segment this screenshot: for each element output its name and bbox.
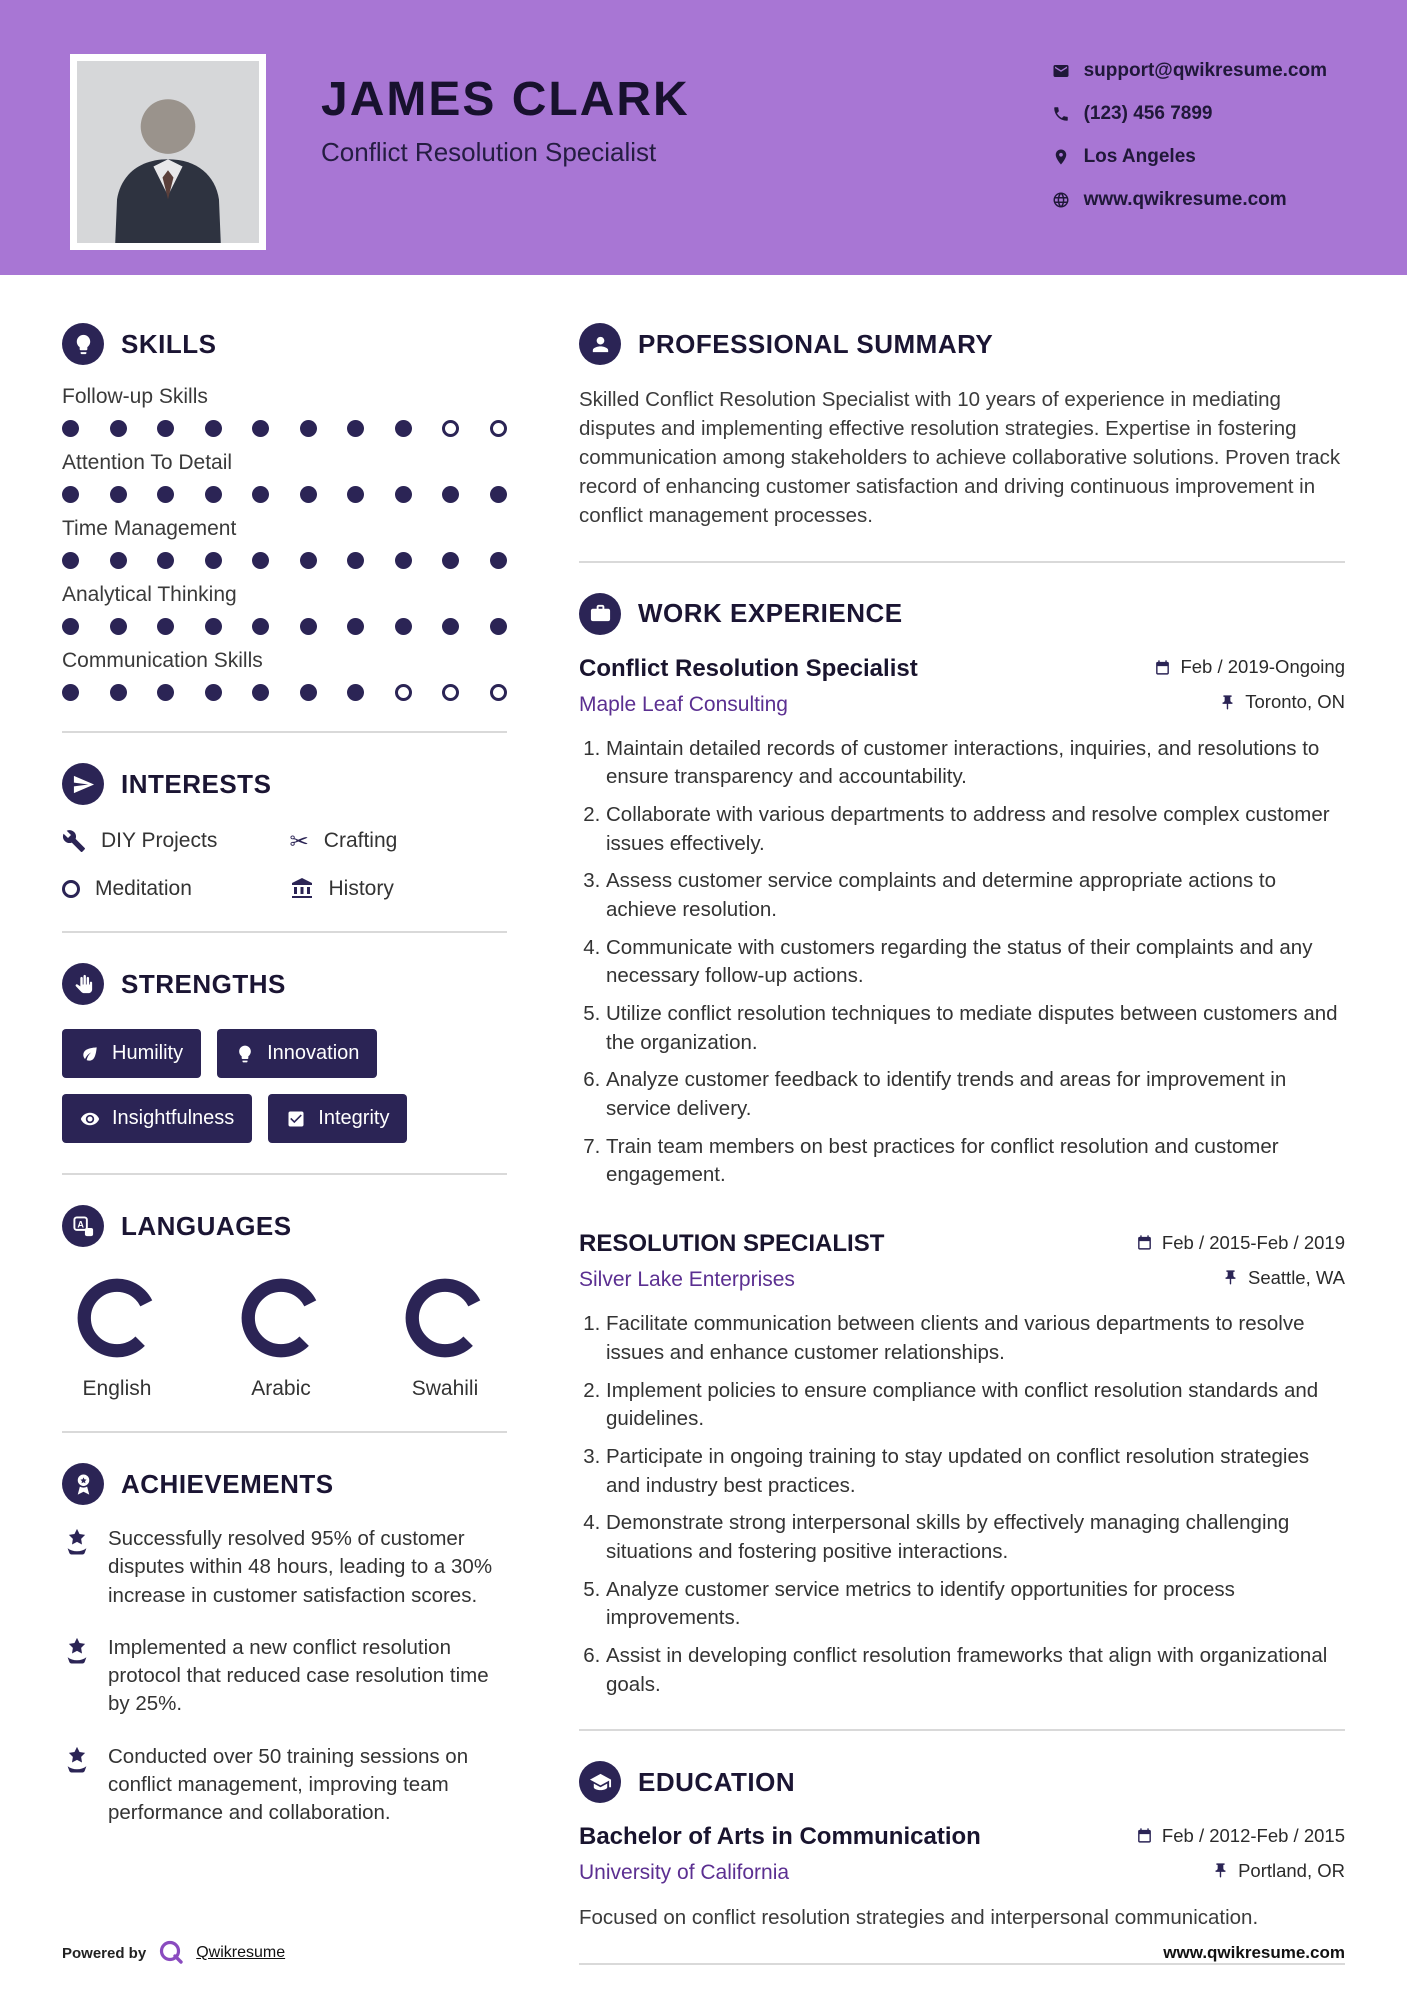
rating-dot-empty: [490, 420, 507, 437]
job-location-text: Toronto, ON: [1245, 691, 1345, 713]
summary-section: [579, 323, 1345, 531]
rating-dot-filled: [157, 486, 174, 503]
skill-item: [62, 649, 507, 701]
interest-label: Meditation: [95, 877, 192, 900]
contact-location: [1052, 146, 1327, 168]
languages-section: [62, 1205, 507, 1401]
pushpin-icon: [1212, 1862, 1229, 1879]
education-entry: [579, 1823, 1345, 1932]
rating-dot-filled: [252, 552, 269, 569]
achievements-heading: ACHIEVEMENTS: [121, 1468, 334, 1499]
interests-grid: [62, 829, 507, 901]
achievement-text: Conducted over 50 training sessions on conflict management, improving team performance and collaboration.: [108, 1744, 469, 1825]
qwikresume-link[interactable]: Qwikresume: [196, 1944, 286, 1961]
rating-dot-filled: [205, 486, 222, 503]
language-item: [226, 1275, 336, 1401]
rating-dot-filled: [347, 420, 364, 437]
powered-by-label: Powered by: [62, 1944, 147, 1962]
rating-dot-filled: [62, 552, 79, 569]
job-bullet: 4. Communicate with customers regarding the status of their complaints and any necessary follow-up actions.: [606, 934, 1345, 991]
contact-email: [1052, 60, 1327, 82]
interest-item: [62, 877, 280, 901]
language-label: Swahili: [411, 1377, 479, 1400]
star-hand-icon: [62, 1745, 92, 1775]
wrench-icon: [62, 829, 86, 853]
achievement-text: Successfully resolved 95% of customer disputes within 48 hours, leading to a 30% increase in customer satisfaction scores.: [108, 1527, 493, 1607]
job-bullet: 4. Demonstrate strong interpersonal skills by effectively managing challenging situations and fostering positive interactions.: [606, 1509, 1345, 1566]
main-divider: [579, 1729, 1345, 1731]
job-location: [1222, 1267, 1345, 1289]
strength-label: Integrity: [318, 1107, 390, 1129]
job-bullet: 1. Facilitate communication between clients and various departments to resolve issues and enhance customer relationships.: [606, 1310, 1345, 1367]
phone-icon: [1052, 105, 1070, 123]
medal-icon: [62, 1463, 104, 1505]
rating-dot-filled: [110, 486, 127, 503]
rating-dot-filled: [252, 420, 269, 437]
rating-dot-filled: [205, 684, 222, 701]
job-bullet-list: [579, 735, 1345, 1191]
language-item: [390, 1275, 500, 1401]
pushpin-icon: [1219, 694, 1236, 711]
rating-dot-filled: [157, 618, 174, 635]
interest-item: [290, 877, 508, 901]
header-band: [0, 0, 1407, 275]
achievement-item: [62, 1525, 507, 1610]
job-bullet: 6. Assist in developing conflict resolution frameworks that align with organizational goals.: [606, 1642, 1345, 1699]
job-bullet: 2. Implement policies to ensure compliance with conflict resolution standards and guidelines.: [606, 1377, 1345, 1434]
job-company: Maple Leaf Consulting: [579, 692, 788, 716]
rating-dot-filled: [110, 420, 127, 437]
job-bullet: 3. Participate in ongoing training to stay updated on conflict resolution strategies and industry best practices.: [606, 1443, 1345, 1500]
calendar-icon: [1154, 659, 1171, 676]
skill-rating: [62, 618, 507, 635]
skills-section: [62, 323, 507, 701]
strengths-heading: STRENGTHS: [121, 968, 286, 999]
school-name: University of California: [579, 1861, 790, 1885]
strength-pill: [62, 1029, 201, 1078]
sidebar-divider: [62, 931, 507, 933]
rating-dot-filled: [490, 486, 507, 503]
rating-dot-filled: [395, 486, 412, 503]
profile-photo-image: [77, 61, 259, 243]
contact-location-text: Los Angeles: [1083, 146, 1196, 167]
job-bullet: 5. Utilize conflict resolution techniques to mediate disputes between customers and the organization.: [606, 1000, 1345, 1057]
main-column: [579, 323, 1345, 1995]
education-dates: [1136, 1825, 1345, 1847]
footer-brand: [62, 1938, 285, 1968]
rating-dot-filled: [490, 618, 507, 635]
strengths-pills: [62, 1029, 507, 1143]
interests-section: [62, 763, 507, 901]
languages-list: [62, 1275, 507, 1401]
job-bullet: 5. Analyze customer service metrics to identify opportunities for process improvements.: [606, 1576, 1345, 1633]
job-entry: [579, 1230, 1345, 1699]
rating-dot-filled: [110, 684, 127, 701]
education-heading: EDUCATION: [638, 1766, 796, 1797]
skill-rating: [62, 684, 507, 701]
rating-dot-filled: [62, 618, 79, 635]
person-silhouette-icon: [77, 61, 259, 243]
contact-phone: [1052, 103, 1327, 125]
rating-dot-filled: [157, 684, 174, 701]
experience-section: [579, 593, 1345, 1700]
rating-dot-filled: [395, 618, 412, 635]
language-donut: [74, 1275, 160, 1361]
calendar-icon: [1136, 1234, 1153, 1251]
skill-item: [62, 583, 507, 635]
contact-email-text: support@qwikresume.com: [1083, 60, 1327, 81]
hand-icon: [62, 963, 104, 1005]
rating-dot-filled: [300, 486, 317, 503]
eye-icon: [80, 1109, 100, 1129]
summary-heading: PROFESSIONAL SUMMARY: [638, 328, 994, 359]
rating-dot-filled: [252, 618, 269, 635]
achievement-item: [62, 1634, 507, 1719]
contact-website: [1052, 189, 1327, 211]
language-donut: [238, 1275, 324, 1361]
skill-name: Time Management: [62, 517, 237, 540]
job-dates-text: Feb / 2019-Ongoing: [1180, 656, 1345, 678]
language-label: English: [82, 1377, 152, 1400]
interest-label: Crafting: [323, 829, 398, 852]
rating-dot-empty: [395, 684, 412, 701]
rating-dot-filled: [110, 618, 127, 635]
education-dates-text: Feb / 2012-Feb / 2015: [1161, 1824, 1345, 1846]
main-divider: [579, 561, 1345, 563]
rating-dot-filled: [110, 552, 127, 569]
strengths-section: [62, 963, 507, 1143]
checkbox-icon: [286, 1109, 306, 1129]
rating-dot-filled: [157, 552, 174, 569]
rating-dot-filled: [347, 486, 364, 503]
skill-rating: [62, 420, 507, 437]
job-bullet: 1. Maintain detailed records of customer interactions, inquiries, and resolutions to ensure transparency and accountability.: [606, 735, 1345, 792]
pushpin-icon: [1222, 1269, 1239, 1286]
rating-dot-filled: [300, 684, 317, 701]
rating-dot-filled: [347, 552, 364, 569]
rating-dot-filled: [490, 552, 507, 569]
achievement-item: [62, 1743, 507, 1828]
skill-name: Communication Skills: [62, 649, 263, 672]
skill-name: Attention To Detail: [62, 451, 233, 474]
rating-dot-filled: [395, 420, 412, 437]
svg-text:A: A: [76, 1218, 84, 1229]
location-icon: [1052, 148, 1070, 166]
job-bullet: 7. Train team members on best practices for conflict resolution and customer engagement.: [606, 1133, 1345, 1190]
job-location: [1219, 691, 1345, 713]
sidebar: [62, 323, 507, 1995]
graduation-icon: [579, 1761, 621, 1803]
rating-dot-filled: [205, 420, 222, 437]
rating-dot-empty: [442, 420, 459, 437]
rating-dot-filled: [157, 420, 174, 437]
skills-heading: SKILLS: [121, 328, 217, 359]
languages-heading: LANGUAGES: [121, 1210, 292, 1241]
achievement-text: Implemented a new conflict resolution protocol that reduced case resolution time by 25%.: [108, 1635, 489, 1716]
profile-photo: [70, 54, 266, 250]
rating-dot-filled: [300, 552, 317, 569]
candidate-name: JAMES CLARK: [321, 73, 690, 126]
rating-dot-filled: [442, 618, 459, 635]
content-columns: [0, 275, 1407, 1995]
email-icon: [1052, 62, 1070, 80]
rating-dot-filled: [300, 618, 317, 635]
strength-label: Insightfulness: [112, 1107, 235, 1129]
sidebar-divider: [62, 1173, 507, 1175]
job-bullet: 2. Collaborate with various departments to address and resolve complex customer issues effectively.: [606, 801, 1345, 858]
interest-item: [290, 829, 508, 853]
rating-dot-empty: [442, 684, 459, 701]
contact-website-text: www.qwikresume.com: [1083, 189, 1287, 210]
bulb-icon: [235, 1044, 255, 1064]
qwikresume-logo-icon: [156, 1938, 186, 1968]
job-dates-text: Feb / 2015-Feb / 2019: [1161, 1231, 1345, 1253]
strength-pill: [217, 1029, 377, 1078]
rating-dot-empty: [490, 684, 507, 701]
skill-rating: [62, 486, 507, 503]
job-title: Conflict Resolution Specialist: [579, 654, 918, 682]
leaf-icon: [80, 1044, 100, 1064]
rating-dot-filled: [395, 552, 412, 569]
translate-icon: [62, 1205, 104, 1247]
job-bullet-list: [579, 1310, 1345, 1699]
interests-heading: INTERESTS: [121, 768, 272, 799]
name-block: [321, 54, 690, 168]
interest-label: History: [328, 877, 394, 900]
skill-item: [62, 385, 507, 437]
experience-heading: WORK EXPERIENCE: [638, 598, 903, 629]
sidebar-divider: [62, 731, 507, 733]
job-company: Silver Lake Enterprises: [579, 1268, 795, 1292]
rating-dot-filled: [62, 420, 79, 437]
museum-icon: [290, 877, 314, 901]
degree-title: Bachelor of Arts in Communication: [579, 1823, 981, 1851]
rating-dot-filled: [300, 420, 317, 437]
scissors-icon: ✂: [289, 827, 309, 854]
calendar-icon: [1136, 1827, 1153, 1844]
circle-icon: [62, 880, 80, 898]
globe-icon: [1052, 191, 1070, 209]
rating-dot-filled: [347, 684, 364, 701]
summary-text: Skilled Conflict Resolution Specialist with 10 years of experience in mediating disputes and implementing effective resolution strategies. Expertise in fostering communication among stakeholders to achieve collaborative solutions. Proven track record of enhancing customer satisfaction and driving continuous improvement in conflict management processes.: [579, 388, 1341, 528]
language-item: [62, 1275, 172, 1401]
job-entry: [579, 655, 1345, 1191]
education-location: [1212, 1860, 1345, 1882]
paper-plane-icon: [62, 763, 104, 805]
contact-list: [1052, 54, 1327, 232]
job-dates: [1154, 656, 1345, 678]
strength-label: Humility: [112, 1042, 184, 1064]
footer: [62, 1938, 1345, 1968]
language-donut: [402, 1275, 488, 1361]
job-location-text: Seattle, WA: [1248, 1266, 1345, 1288]
skill-name: Follow-up Skills: [62, 385, 208, 408]
skill-item: [62, 451, 507, 503]
rating-dot-filled: [347, 618, 364, 635]
achievements-section: [62, 1463, 507, 1828]
star-hand-icon: [62, 1636, 92, 1666]
rating-dot-filled: [205, 552, 222, 569]
job-bullet: 6. Analyze customer feedback to identify trends and areas for improvement in service delivery.: [606, 1066, 1345, 1123]
job-title: RESOLUTION SPECIALIST: [579, 1230, 885, 1258]
contact-phone-text: (123) 456 7899: [1083, 103, 1213, 124]
rating-dot-filled: [442, 486, 459, 503]
rating-dot-filled: [62, 486, 79, 503]
strength-label: Innovation: [267, 1042, 360, 1064]
interest-label: DIY Projects: [101, 829, 218, 852]
rating-dot-filled: [62, 684, 79, 701]
education-section: [579, 1761, 1345, 1932]
skill-item: [62, 517, 507, 569]
interest-item: [62, 829, 280, 853]
job-bullet: 3. Assess customer service complaints and determine appropriate actions to achieve resolution.: [606, 867, 1345, 924]
strength-pill: [268, 1094, 407, 1143]
candidate-title: Conflict Resolution Specialist: [321, 136, 657, 167]
education-location-text: Portland, OR: [1238, 1859, 1345, 1881]
skill-rating: [62, 552, 507, 569]
briefcase-icon: [579, 593, 621, 635]
job-dates: [1136, 1232, 1345, 1254]
language-label: Arabic: [251, 1377, 311, 1400]
sidebar-divider: [62, 1431, 507, 1433]
rating-dot-filled: [252, 486, 269, 503]
rating-dot-filled: [252, 684, 269, 701]
footer-website: www.qwikresume.com: [1163, 1943, 1345, 1962]
lightbulb-icon: [62, 323, 104, 365]
education-description: Focused on conflict resolution strategies and interpersonal communication.: [579, 1906, 1259, 1930]
strength-pill: [62, 1094, 252, 1143]
skill-name: Analytical Thinking: [62, 583, 237, 606]
rating-dot-filled: [205, 618, 222, 635]
rating-dot-filled: [442, 552, 459, 569]
person-icon: [579, 323, 621, 365]
star-hand-icon: [62, 1527, 92, 1557]
